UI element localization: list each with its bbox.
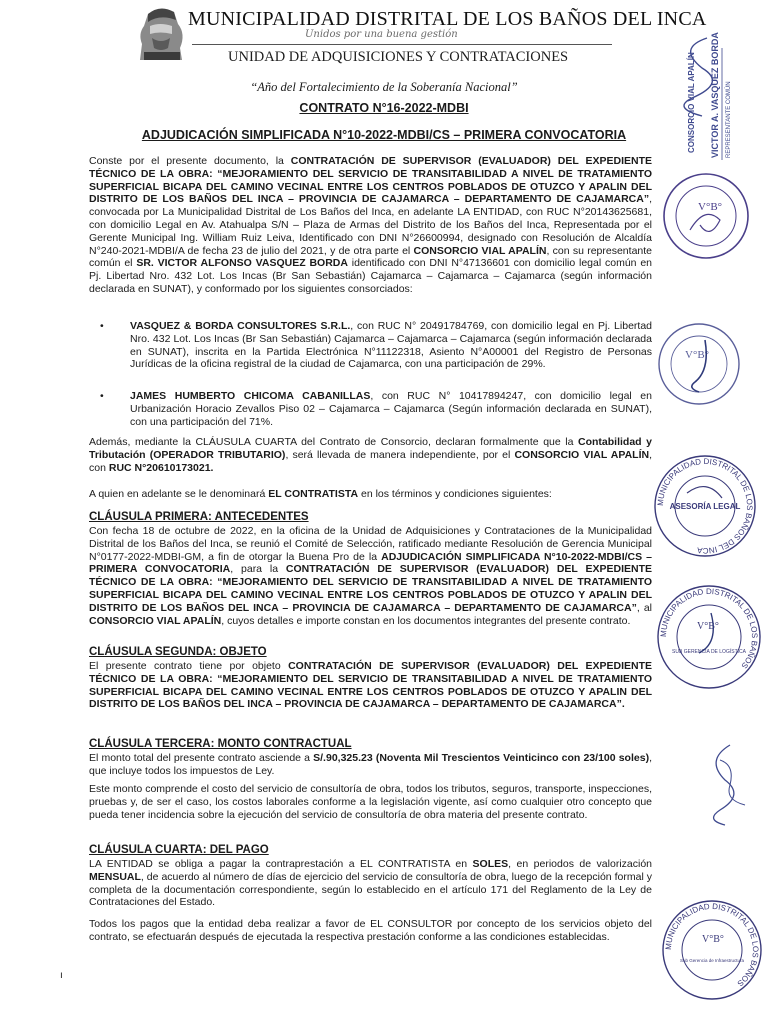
unit-name: UNIDAD DE ADQUISICIONES Y CONTRATACIONES	[228, 49, 569, 65]
svg-text:Sub Gerencia de Infraestructur: Sub Gerencia de Infraestructura	[679, 958, 745, 963]
clause-4-text: LA ENTIDAD se obliga a pagar la contraprestación a EL CONTRATISTA en SOLES, en periodos de valorización MENSUAL, de acuerdo al número de días de ejercicio del servicio de consultoría de obra, luego de la recepción formal y completa de la documentación correspondiente, según lo establecido en el artículo 171 del Reglamento de la Ley de Contrataciones del Estado.	[89, 858, 653, 909]
svg-text:MUNICIPALIDAD DISTRITAL DE LOS: MUNICIPALIDAD DISTRITAL DE LOS BAÑOS DEL INCA	[655, 456, 755, 556]
clause-3-scope: Este monto comprende el costo del servicio de consultoría de obra, todos los tributos, seguros, transporte, inspecciones, pruebas y, de ser el caso, los costos laborales conforme a la legislación vigente, así como cualquier otro concepto que pueda tener incidencia sobre la ejecución del servicio de consultoría de obra materia del presente contrato.	[89, 783, 652, 821]
denomination-paragraph: A quien en adelante se le denominará EL CONTRATISTA en los términos y condiciones siguientes:	[89, 488, 552, 500]
svg-text:CONSORCIO VIAL APALÍN: CONSORCIO VIAL APALÍN	[687, 52, 696, 153]
year-motto: “Año del Fortalecimiento de la Soberanía Nacional”	[250, 80, 518, 94]
municipality-name: MUNICIPALIDAD DISTRITAL DE LOS BAÑOS DEL INCA	[188, 8, 707, 30]
clause-1-heading: CLÁUSULA PRIMERA: ANTECEDENTES	[89, 511, 309, 523]
svg-text:VICTOR A. VASQUEZ BORDA: VICTOR A. VASQUEZ BORDA	[710, 32, 720, 158]
tax-operator-paragraph: Además, mediante la CLÁUSULA CUARTA del Contrato de Consorcio, declaran formalmente que la Contabilidad y Tributación (OPERADOR TRIBUTARIO), será llevada de manera independiente, por el CONSORCIO VIAL APALÍN, con RUC N°20610173021.	[89, 436, 652, 474]
clause-3-text: El monto total del presente contrato asciende a S/.90,325.23 (Noventa Mil Trescientos Veinticinco con 23/100 soles), que incluye todos los impuestos de Ley.	[89, 752, 652, 777]
municipal-seal-top	[660, 170, 752, 262]
clause-2-text: El presente contrato tiene por objeto CONTRATACIÓN DE SUPERVISOR (EVALUADOR) DEL EXPEDIENTE TÉCNICO DE LA OBRA: “MEJORAMIENTO DEL SERVICIO DE TRANSITABILIDAD A NIVEL DE TRATAMIENTO SUPERFICIAL BICAPA DEL CAMINO VECINAL ENTRE LOS CENTROS POBLADOS DE OTUZCO Y APALIN DEL DISTRITO DE LOS BAÑOS DEL INCA – PROVINCIA DE CAJAMARCA – DEPARTAMENTO DE CAJAMARCA”.	[89, 660, 652, 711]
bullet-icon: •	[100, 320, 104, 332]
header-slogan: Unidos por una buena gestión	[305, 29, 458, 40]
svg-text:V°B°: V°B°	[685, 349, 710, 361]
municipal-seal-vb	[655, 320, 743, 408]
intro-paragraph: Conste por el presente documento, la CONTRATACIÓN DE SUPERVISOR (EVALUADOR) DEL EXPEDIENTE TÉCNICO DE LA OBRA: “MEJORAMIENTO DEL SERVICIO DE TRANSITABILIDAD A NIVEL DE TRATAMIENTO SUPERFICIAL BICAPA DEL CAMINO VECINAL ENTRE LOS CENTROS POBLADOS DE OTUZCO Y APALIN DEL DISTRITO DE LOS BAÑOS DEL INCA – PROVINCIA DE CAJAMARCA – DEPARTAMENTO DE CAJAMARCA”, convocada por La Municipalidad Distrital de Los Baños del Inca, en adelante LA ENTIDAD, con RUC N°20143625681, con domicilio Legal en Av. Atahualpa S/N – Plaza de Armas del Distrito de los Baños del Inca, Representada por el Gerente Municipal Ing. William Ruiz Leiva, Identificado con DNI N°26600994, designado con Resolución de Alcaldía N°240-2021-MDBI/A de fecha 23 de julio del 2021, y de otra parte el CONSORCIO VIAL APALÍN, con su representante común el SR. VICTOR ALFONSO VASQUEZ BORDA identificado con DNI N°47136601 con domicilio legal común en Pj. Libertad Nro. 432 Lot. Los Incas (Br San Sebastián) Cajamarca – Cajamarca – Cajamarca (según información declarada en SUNAT), y conformado por los siguientes consorciados:	[89, 155, 653, 295]
clause-4-heading: CLÁUSULA CUARTA: DEL PAGO	[89, 844, 269, 856]
svg-text:REPRESENTANTE COMÚN: REPRESENTANTE COMÚN	[726, 81, 732, 158]
svg-text:MUNICIPALIDAD DISTRITAL DE LOS: MUNICIPALIDAD DISTRITAL DE LOS BAÑOS	[663, 901, 761, 989]
bullet-icon: •	[100, 390, 104, 402]
handwritten-signature	[700, 740, 760, 830]
svg-text:V°B°: V°B°	[702, 934, 724, 945]
header-divider	[192, 44, 612, 45]
legal-advisory-seal	[652, 453, 758, 559]
consortium-signature-stamp	[652, 28, 762, 168]
margin-mark: ı	[60, 970, 63, 981]
contract-page: MUNICIPALIDAD DISTRITAL DE LOS BAÑOS DEL INCA Unidos por una buena gestión UNIDAD DE ADQUISICIONES Y CONTRATACIONES “Año del Fortalecimiento de la Soberanía Nacional” CONTRATO N°16-2022-MDBI ADJUDICACIÓN SIMPLIFICADA N°10-2022-MDBI/CS – PRIMERA CONVOCATORIA Conste por el presente documento, la CONTRATACIÓN DE SUPERVISOR (EVALUADOR) DEL EXPEDIENTE TÉCNICO DE LA OBRA: “MEJORAMIENTO DEL SERVICIO DE TRANSITABILIDAD A NIVEL DE TRATAMIENTO SUPERFICIAL BICAPA DEL CAMINO VECINAL ENTRE LOS CENTROS POBLADOS DE OTUZCO Y APALIN DEL DISTRITO DE LOS BAÑOS DEL INCA – PROVINCIA DE CAJAMARCA – DEPARTAMENTO DE CAJAMARCA”, convocada por La Municipalidad Distrital de Los Baños del Inca, en adelante LA ENTIDAD, con RUC N°20143625681, con domicilio Legal en Av. Atahualpa S/N – Plaza de Armas del Distrito de los Baños del Inca, Representada por el Gerente Municipal Ing. William Ruiz Leiva, Identificado con DNI N°26600994, designado con Resolución de Alcaldía N°240-2021-MDBI/A de fecha 23 de julio del 2021, y de otra parte el CONSORCIO VIAL APALÍN, con su representante común el SR. VICTOR ALFONSO VASQUEZ BORDA identificado con DNI N°47136601 con domicilio legal común en Pj. Libertad Nro. 432 Lot. Los Incas (Br San Sebastián) Cajamarca – Cajamarca – Cajamarca (según información declarada en SUNAT), y conformado por los siguientes consorciados: • VASQUEZ & BORDA CONSULTORES S.R.L., con RUC N° 20491784769, con domicilio legal en Pj. Libertad Nro. 432 Lot. Los Incas (Br San Sebastián) Cajamarca – Cajamarca – Cajamarca (según información declarada en SUNAT), inscrita en la Partida Electrónica N°11122318, Asiento N°A00001 del Registro de Personas Jurídicas de la oficina registral de la ciudad de Cajamarca, con una participación de 29%. • JAMES HUMBERTO CHICOMA CABANILLAS, con RUC N° 10417894247, con domicilio legal en Urbanización Horacio Zevallos Piso 02 – Cajamarca – Cajamarca (Según información declarada en SUNAT), con una participación del 71%. Además, mediante la CLÁUSULA CUARTA del Contrato de Consorcio, declaran formalmente que la Contabilidad y Tributación (OPERADOR TRIBUTARIO), será llevada de manera independiente, por el CONSORCIO VIAL APALÍN, con RUC N°20610173021. A quien en adelante se le denominará EL CONTRATISTA en los términos y condiciones siguientes: CLÁUSULA PRIMERA: ANTECEDENTES Con fecha 18 de octubre de 2022, en la oficina de la Unidad de Adquisiciones y Contrataciones de la Municipalidad Distrital de los Baños del Inca, se reunió el Comité de Selección, ratificado mediante Resolución de Gerencia Municipal N°0177-2022-MDBI-GM, a fin de otorgar la Buena Pro de la ADJUDICACIÓN SIMPLIFICADA N°10-2022-MDBI/CS – PRIMERA CONVOCATORIA, para la CONTRATACIÓN DE SUPERVISOR (EVALUADOR) DEL EXPEDIENTE TÉCNICO DE LA OBRA: “MEJORAMIENTO DEL SERVICIO DE TRANSITABILIDAD A NIVEL DE TRATAMIENTO SUPERFICIAL BICAPA DEL CAMINO VECINAL ENTRE LOS CENTROS POBLADOS DE OTUZCO Y APALIN DEL DISTRITO DE LOS BAÑOS DEL INCA – PROVINCIA DE CAJAMARCA – DEPARTAMENTO DE CAJAMARCA”, al CONSORCIO VIAL APALÍN, cuyos detalles e importe constan en los documentos integrantes del presente contrato. CLÁUSULA SEGUNDA: OBJETO El presente contrato tiene por objeto CONTRATACIÓN DE SUPERVISOR (EVALUADOR) DEL EXPEDIENTE TÉCNICO DE LA OBRA: “MEJORAMIENTO DEL SERVICIO DE TRANSITABILIDAD A NIVEL DE TRATAMIENTO SUPERFICIAL BICAPA DEL CAMINO VECINAL ENTRE LOS CENTROS POBLADOS DE OTUZCO Y APALIN DEL DISTRITO DE LOS BAÑOS DEL INCA – PROVINCIA DE CAJAMARCA – DEPARTAMENTO DE CAJAMARCA”. CLÁUSULA TERCERA: MONTO CONTRACTUAL El monto total del presente contrato asciende a S/.90,325.23 (Noventa Mil Trescientos Veinticinco con 23/100 soles), que incluye todos los impuestos de Ley. Este monto comprende el costo del servicio de consultoría de obra, todos los tributos, seguros, transporte, inspecciones, pruebas y, de ser el caso, los costos laborales conforme a la legislación vigente, así como cualquier otro concepto que pueda tener incidencia sobre la ejecución del servicio de consultoría de obra materia del presente contrato. CLÁUSULA CUARTA: DEL PAGO LA ENTIDAD se obliga a pagar la contraprestación a EL CONTRATISTA en SOLES, en periodos de valorización MENSUAL, de acuerdo al número de días de ejercicio del servicio de consultoría de obra, luego de la recepción formal y completa de la documentación correspondiente, según lo establecido en el artículo 171 del Reglamento de la Ley de Contrataciones del Estado. Todos los pagos que la entidad deba realizar a favor de EL CONSULTOR por concepto de los servicios objeto del contrato, se efectuarán después de ejecutada la respectiva prestación conforme a las condiciones establecidas. ı CONSORCIO VIAL APALÍN VICTOR A. VASQUEZ BORDA REPRESENTANTE COMÚN V°B° V°B° MUNICIPALIDAD DISTRITAL DE LOS BAÑOS DEL INCA ASESORÍA LEGAL MUNICIPALIDAD DISTRITAL DE LOS BAÑOS V°B° SUB GERENCIA DE LOGÍSTICA MUNICIPALIDAD DISTRITAL DE LOS BAÑOS V°B° Sub Gerencia de Infraestructura	[0, 0, 768, 1024]
clause-2-heading: CLÁUSULA SEGUNDA: OBJETO	[89, 646, 267, 658]
svg-text:ASESORÍA LEGAL: ASESORÍA LEGAL	[669, 502, 741, 511]
logistics-seal	[655, 583, 763, 691]
clause-1-text: Con fecha 18 de octubre de 2022, en la oficina de la Unidad de Adquisiciones y Contrataciones de la Municipalidad Distrital de los Baños del Inca, se reunió el Comité de Selección, ratificado mediante Resolución de Gerencia Municipal N°0177-2022-MDBI-GM, a fin de otorgar la Buena Pro de la ADJUDICACIÓN SIMPLIFICADA N°10-2022-MDBI/CS – PRIMERA CONVOCATORIA, para la CONTRATACIÓN DE SUPERVISOR (EVALUADOR) DEL EXPEDIENTE TÉCNICO DE LA OBRA: “MEJORAMIENTO DEL SERVICIO DE TRANSITABILIDAD A NIVEL DE TRATAMIENTO SUPERFICIAL BICAPA DEL CAMINO VECINAL ENTRE LOS CENTROS POBLADOS DE OTUZCO Y APALIN DEL DISTRITO DE LOS BAÑOS DEL INCA – PROVINCIA DE CAJAMARCA – DEPARTAMENTO DE CAJAMARCA”, al CONSORCIO VIAL APALÍN, cuyos detalles e importe constan en los documentos integrantes del presente contrato.	[89, 525, 653, 627]
infrastructure-seal	[660, 898, 764, 1002]
svg-text:V°B°: V°B°	[697, 621, 719, 632]
svg-text:SUB GERENCIA DE LOGÍSTICA: SUB GERENCIA DE LOGÍSTICA	[672, 649, 746, 655]
municipality-logo	[130, 4, 190, 62]
svg-text:V°B°: V°B°	[698, 201, 723, 213]
adjudication-title: ADJUDICACIÓN SIMPLIFICADA N°10-2022-MDBI/CS – PRIMERA CONVOCATORIA	[141, 128, 627, 142]
clause-3-heading: CLÁUSULA TERCERA: MONTO CONTRACTUAL	[89, 738, 352, 750]
contract-title: CONTRATO N°16-2022-MDBI	[299, 101, 469, 115]
clause-4-payments: Todos los pagos que la entidad deba realizar a favor de EL CONSULTOR por concepto de los servicios objeto del contrato, se efectuarán después de ejecutada la respectiva prestación conforme a las condiciones establecidas.	[89, 918, 652, 943]
svg-text:MUNICIPALIDAD DISTRITAL DE LOS: MUNICIPALIDAD DISTRITAL DE LOS BAÑOS	[658, 586, 760, 671]
